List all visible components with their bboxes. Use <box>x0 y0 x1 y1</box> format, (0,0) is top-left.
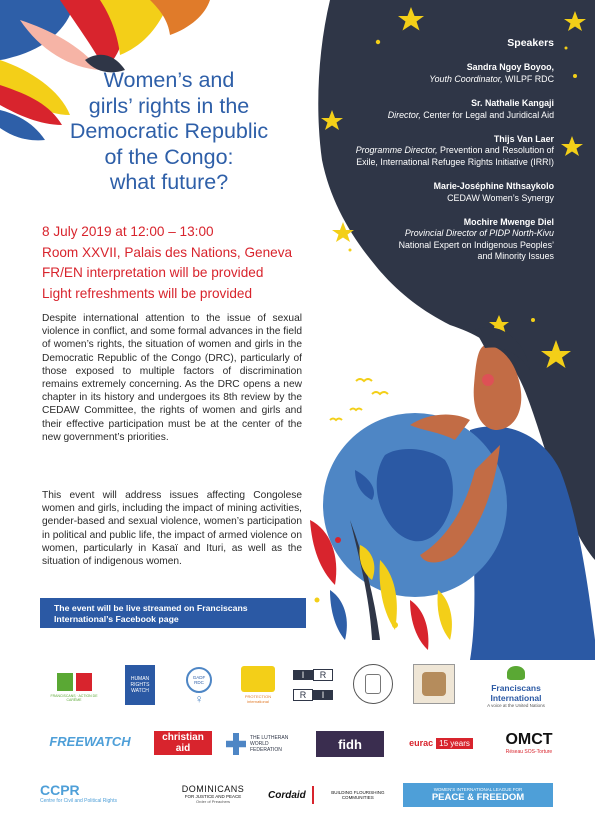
title-line: of the Congo: <box>104 144 234 169</box>
speaker-role-extra: and Minority Issues <box>477 251 554 262</box>
logo-text: 15 years <box>436 738 473 749</box>
crest-icon <box>422 672 446 696</box>
speaker-entry <box>274 62 554 85</box>
logo-image-crest[interactable] <box>413 664 455 704</box>
speaker-role-rest: Center for Legal and Juridical Aid <box>420 109 554 120</box>
logo-text: christian aid <box>162 732 204 754</box>
logo-text: R <box>313 669 333 681</box>
speaker-role-rest: WILPF RDC <box>502 73 554 84</box>
event-interpretation: FR/EN interpretation will be provided <box>42 265 264 280</box>
speaker-role-italic: Youth Coordinator, <box>429 73 503 84</box>
logo-cordaid[interactable] <box>268 783 398 807</box>
logo-text: BUILDING FLOURISHING COMMUNITIES <box>331 790 385 800</box>
logo-text: A voice at the United Nations <box>487 703 545 708</box>
speaker-name: Sr. Nathalie Kangaji <box>471 98 554 109</box>
logo-text: HUMAN RIGHTS WATCH <box>130 676 150 694</box>
banner-line: International’s Facebook page <box>54 614 179 624</box>
speaker-name: Sandra Ngoy Boyoo, <box>466 62 554 73</box>
logo-fastenopfer[interactable] <box>50 667 98 707</box>
logo-text: I <box>293 670 313 680</box>
logo-text: eurac <box>409 738 434 748</box>
description-paragraph: Despite international attention to the issue of sexual violence in conflict, and some formal advances in the field of women’s rights, the situation of women and girls in the Democratic Republic of the Congo (DRC), particularly of those exposed to multiple factors of discrimination remains extremely concerning. As the DRC opens a new chapter in its history and undergoes its 8th review by the CEDAW Committee, the rights of women and girls and their effective participation must be at the center of the new government’s priorities. <box>42 313 302 443</box>
speaker-entry <box>274 98 554 121</box>
logo-text: FREEWATCH <box>49 733 131 749</box>
logo-text: WOMEN'S INTERNATIONAL LEAGUE FOR <box>433 787 523 792</box>
speaker-role-italic: Provincial Director of PIDP North-Kivu <box>404 228 554 239</box>
logo-text: FOR JUSTICE AND PEACE <box>184 794 242 799</box>
logo-text: Réseau SOS-Torture <box>505 749 553 755</box>
speaker-role <box>274 74 554 85</box>
speaker-role-italic: Programme Director, <box>355 145 438 156</box>
emblem-icon <box>365 674 381 694</box>
logo-seal[interactable] <box>353 664 393 704</box>
logo-irri[interactable] <box>293 665 333 705</box>
speaker-entry <box>274 134 554 168</box>
title-line: Democratic Republic <box>69 119 269 143</box>
logo-text: FRANCISCANS · ACTION DE CARÊME <box>50 693 98 702</box>
speaker-role-extra: Exile, International Refugee Rights Initiative (IRRI) <box>356 156 554 167</box>
logo-freewatch[interactable] <box>40 727 140 755</box>
event-datetime: 8 July 2019 at 12:00 – 13:00 <box>42 224 214 239</box>
logo-franciscans-international[interactable] <box>466 663 566 711</box>
speaker-role <box>274 228 554 239</box>
birds-decoration <box>330 379 388 420</box>
speaker-entry <box>274 217 554 263</box>
logo-christian-aid[interactable] <box>154 731 212 755</box>
logo-gadf[interactable]: GADF RDC ♀ <box>181 663 217 709</box>
banner-line: The event will be live streamed on Franciscans <box>54 603 248 613</box>
logo-text: R <box>293 689 313 701</box>
logo-text: DOMINICANS <box>181 784 245 794</box>
logo-text: Centre for Civil and Political Rights <box>40 798 117 804</box>
partner-logos <box>0 655 595 813</box>
speaker-role-rest: Prevention and Resolution of <box>437 145 554 156</box>
title-line: girls’ rights in the <box>88 93 250 118</box>
speaker-name: Thijs Van Laer <box>493 134 554 145</box>
logo-text: CCPR <box>40 782 80 798</box>
logo-omct[interactable] <box>500 725 558 761</box>
speaker-name: Mochire Mwenge Diel <box>463 217 554 228</box>
logo-text: Cordaid <box>268 789 306 801</box>
page-title <box>38 68 300 196</box>
logo-text: PEACE & FREEDOM <box>431 792 525 803</box>
logo-text: Order of Preachers <box>195 799 230 804</box>
logo-lutheran-world-federation[interactable] <box>226 725 308 763</box>
logo-text: PROTECTION international <box>244 694 272 704</box>
cross-icon <box>226 733 246 755</box>
logo-text: I <box>313 690 333 700</box>
speaker-entry <box>274 181 554 204</box>
logo-text: OMCT <box>505 731 553 748</box>
speaker-role-extra: National Expert on Indigenous Peoples’ <box>398 239 554 250</box>
logo-wilpf[interactable] <box>403 783 553 807</box>
livestream-banner[interactable] <box>40 598 306 628</box>
speaker-name: Marie-Joséphine Nthsaykolo <box>433 181 554 192</box>
logo-fidh[interactable] <box>316 731 384 757</box>
speakers-heading: Speakers <box>507 37 554 49</box>
logo-protection-international[interactable] <box>236 663 280 707</box>
logo-ccpr[interactable] <box>40 779 150 807</box>
title-line: what future? <box>109 170 229 194</box>
speaker-role-italic: Director, <box>387 109 421 120</box>
event-room: Room XXVII, Palais des Nations, Geneva <box>42 244 293 260</box>
logo-text: fidh <box>338 736 362 752</box>
description-paragraph: This event will address issues affecting Congolese women and girls, including the impact of mining activities, gender-based and sexual violence, women’s participation in political and public life, the impact of armed violence on women, particularly in Kasaï and Ituri, as well as the situation of indigenous women. <box>42 490 302 568</box>
logo-text: THE LUTHERAN WORLD FEDERATION <box>250 735 289 753</box>
speaker-role <box>274 110 554 121</box>
logo-text: Franciscans International <box>490 683 542 703</box>
logo-human-rights-watch[interactable] <box>125 665 155 705</box>
dove-icon <box>507 666 525 680</box>
logo-text: GADF RDC <box>192 675 206 685</box>
event-info <box>42 222 302 304</box>
event-refreshments: Light refreshments will be provided <box>42 285 253 301</box>
title-line: Women’s and <box>103 68 235 92</box>
speaker-role: CEDAW Women’s Synergy <box>447 192 554 203</box>
speakers-panel <box>274 38 554 276</box>
logo-dominicans[interactable] <box>170 779 256 809</box>
speaker-role <box>274 145 554 156</box>
logo-eurac[interactable] <box>403 729 479 757</box>
